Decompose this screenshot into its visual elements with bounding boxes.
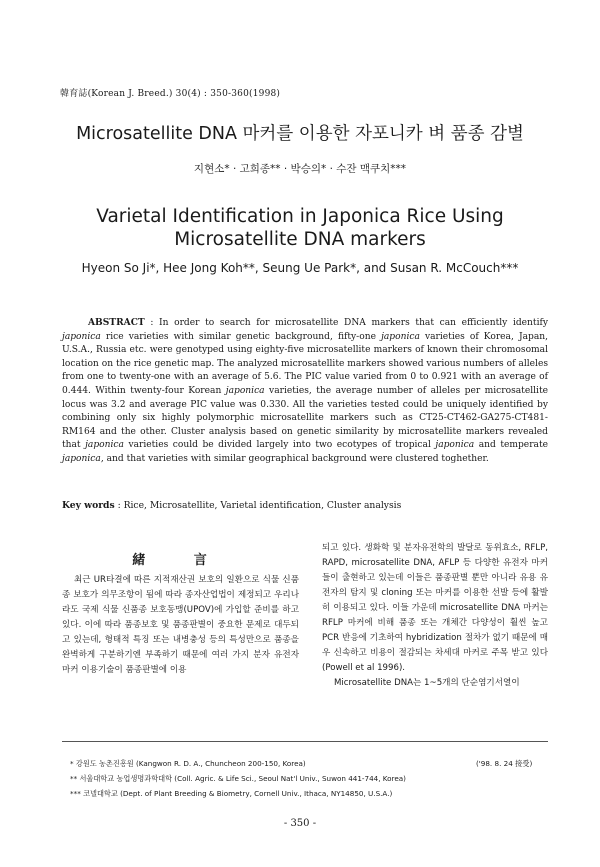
english-title — [0, 205, 600, 251]
italic-term: japonica — [62, 453, 101, 464]
paragraph: 되고 있다. 생화학 및 분자유전학의 발달로 동위효소, RFLP, RAPD, microsatellite DNA, AFLP 등 다양한 유전자 마커들이 출현하고 있는데 이들은 품종판별 뿐만 아니라 유용 유전자의 탐지 및 cloning 또는 마커를 이용한 선발 등에 활발히 이용되고 있다. 이들 가운데 microsatellite DNA 마커는 RFLP 마커에 비해 품종 또는 개체간 다양성이 훨씬 높고 PCR 반응에 기초하여 hybridization 절차가 없기 때문에 매우 신속하고 비용이 절감되는 차세대 마커로 주목 받고 있다(Powell et al 1996). — [322, 543, 548, 673]
korean-authors: 지현소* · 고희종** · 박승의* · 수잔 맥쿠치*** — [193, 163, 407, 175]
abstract-text: : In order to search for microsatellite DNA markers that can efficiently identify japonica rice varieties with similar genetic background, fifty-one japonica varieties of Korea, Japan, U.S.A., Russia etc. were genotyped using eighty-five microsatellite markers of known their chromosomal location on the rice genetic map. The analyzed microsatellite markers showed various numbers of alleles from one to twenty-one with an average of 5.6. The PIC value varied from 0 to 0.921 with an average of 0.444. Within twenty-four Korean japonica varieties, the average number of alleles per microsatellite locus was 3.2 and average PIC value was 0.330. All the varieties tested could be uniquely identified by combining only six highly polymorphic microsatellite markers such as CT25-CT462-GA275-CT481-RM164 and the other. Cluster analysis based on genetic similarity by microsatellite markers revealed that japonica varieties could be divided largely into two ecotypes of tropical japonica and temperate japonica, and that varieties with similar geographical background were clustered toghether. — [62, 318, 548, 464]
body-left-column — [62, 573, 299, 678]
section-title-introduction: 緒 言 — [132, 553, 229, 568]
footnote-divider — [62, 741, 548, 742]
english-title-line1: Varietal Identification in Japonica Rice Using — [96, 206, 504, 227]
journal-citation: 韓育誌(Korean J. Breed.) 30(4) : 350-360(1998) — [60, 89, 281, 99]
footnote-3: *** 코넬대학교 (Dept. of Plant Breeding & Biometry, Cornell Univ., Ithaca, NY14850, U.S.A.) — [70, 789, 393, 798]
italic-term: japonica — [435, 440, 475, 451]
paragraph: 최근 UR타결에 따른 지적재산권 보호의 일환으로 식물 신품종 보호가 의무조항이 됨에 따라 종자산업법이 제정되고 우리나라도 국제 식물 신품종 보호동맹(UPOV)에 가입할 준비를 하고 있다. 이에 따라 품종보호 및 품종판별이 중요한 문제로 대두되고 있는데, 형태적 특징 또는 내병충성 등의 특성만으로 품종을 완벽하게 구분하기엔 부족하기 때문에 여러 가지 분자 유전자 마커 이용기술이 품종판별에 이용 — [62, 575, 299, 675]
italic-term: japonica — [225, 385, 265, 396]
italic-term: japonica — [85, 440, 124, 451]
page-number: - 350 - — [283, 818, 317, 829]
keywords — [62, 500, 548, 511]
footnote-1: * 강원도 농촌진흥원 (Kangwon R. D. A., Chuncheon 200-150, Korea) — [70, 759, 306, 768]
keywords-text: : Rice, Microsatellite, Varietal identification, Cluster analysis — [117, 500, 402, 511]
footnote-2: ** 서울대학교 농업생명과학대학 (Coll. Agric. & Life Sci., Seoul Nat'l Univ., Suwon 441-744, Korea) — [70, 774, 406, 783]
keywords-label: Key words — [62, 500, 115, 511]
italic-term: japonica — [381, 331, 420, 342]
italic-term: japonica — [62, 331, 101, 342]
abstract-label: ABSTRACT — [88, 317, 145, 328]
abstract — [62, 316, 548, 467]
received-date: ('98. 8. 24 接受) — [476, 759, 533, 768]
korean-title: Microsatellite DNA 마커를 이용한 자포니카 벼 품종 감별 — [76, 124, 524, 144]
english-title-line2: Microsatellite DNA markers — [174, 229, 426, 250]
body-right-column — [322, 541, 548, 691]
paragraph: Microsatellite DNA는 1~5개의 단순염기서열이 — [334, 678, 520, 688]
english-authors: Hyeon So Ji*, Hee Jong Koh**, Seung Ue Park*, and Susan R. McCouch*** — [81, 261, 519, 275]
